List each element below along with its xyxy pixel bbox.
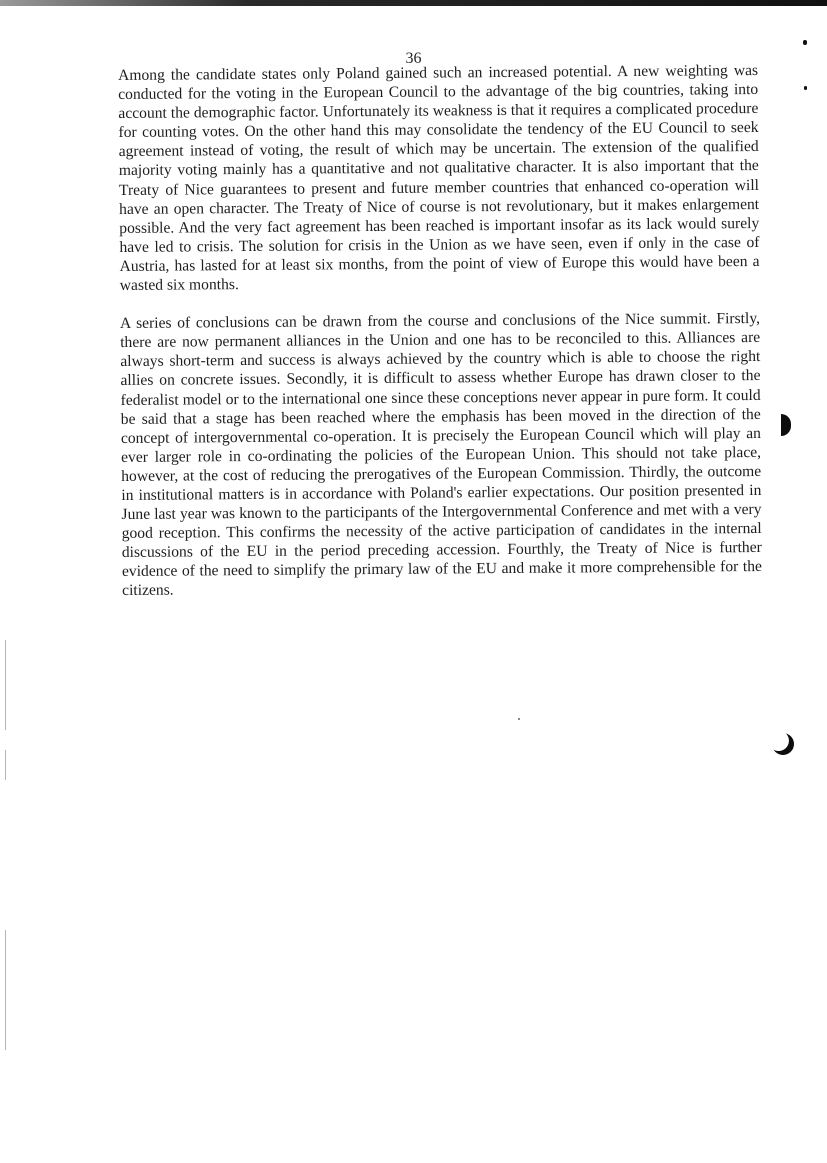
page-number: 36 <box>405 50 422 67</box>
scan-top-edge <box>0 0 827 6</box>
paragraph-2: A series of conclusions can be drawn from the course and conclusions of the Nice summit. Firstly, there are now permanent alliances in the Union and one has to be reconciled to this. Alliances are always short-term and success is always achieved by the country which is able to choose the right allies on concrete issues. Secondly, it is difficult to assess whether Europe has drawn closer to the federalist model or to the international one since these conceptions never appear in pure form. It could be said that a stage has been reached where the emphasis has been moved in the direction of the concept of intergovernmental co-operation. It is precisely the European Council which will play an ever larger role in co-ordinating the policies of the European Union. This should not take place, however, at the cost of reducing the prerogatives of the European Commission. Thirdly, the outcome in institutional matters is in accordance with Poland's earlier expectations. Our position presented in June last year was known to the participants of the Intergovernmental Conference and met with a very good reception. This confirms the necessity of the active participation of candidates in the internal discussions of the EU in the period preceding accession. Fourthly, the Treaty of Nice is further evidence of the need to simplify the primary law of the EU and make it more comprehensible for the citizens. <box>119 310 763 600</box>
binding-hole-mark <box>772 733 794 755</box>
scan-edge-line <box>5 750 6 780</box>
binding-hole-mark <box>781 414 791 436</box>
paragraph-1: Among the candidate states only Poland gained such an increased potential. A new weighting was conducted for the voting in the European Council to the advantage of the big countries, taking into account the demographic factor. Unfortunately its weakness is that it requires a complicated procedure for counting votes. On the other hand this may consolidate the tendency of the EU Council to seek agreement instead of voting, the result of which may be uncertain. The extension of the qualified majority voting mainly has a quantitative and not qualitative character. It is also important that the Treaty of Nice guarantees to present and future member countries that enhanced co-operation will have an open character. The Treaty of Nice of course is not revolutionary, but it makes enlargement possible. And the very fact agreement has been reached is important insofar as its lack would surely have led to crisis. The solution for crisis in the Union as we have seen, even if only in the case of Austria, has lasted for at least six months, from the point of view of Europe this would have been a wasted six months. <box>118 61 760 295</box>
scan-dust-speck <box>518 718 520 720</box>
document-body <box>118 61 762 601</box>
scan-speck-mark <box>803 40 807 45</box>
scan-speck-mark <box>804 86 807 90</box>
scan-edge-line <box>5 930 6 1050</box>
scan-edge-line <box>5 640 6 730</box>
